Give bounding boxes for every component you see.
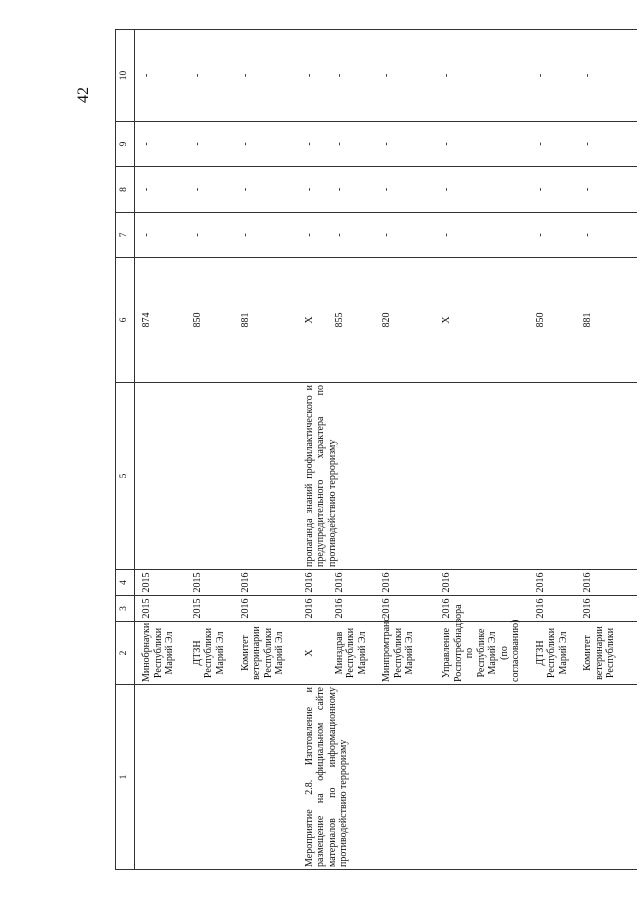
cell-value: - bbox=[440, 167, 534, 213]
cell-value: - bbox=[239, 213, 303, 258]
cell-value: - bbox=[333, 167, 381, 213]
cell-measure bbox=[534, 685, 582, 870]
cell-value: - bbox=[380, 122, 440, 167]
cell-value: - bbox=[333, 213, 381, 258]
cell-code: Х bbox=[303, 258, 333, 383]
cell-value: - bbox=[380, 167, 440, 213]
column-header: 2 bbox=[116, 622, 135, 685]
cell-measure bbox=[135, 685, 191, 870]
cell-end-year: 2016 bbox=[239, 570, 303, 596]
table-row bbox=[239, 30, 303, 870]
cell-value: - bbox=[135, 122, 191, 167]
column-header: 9 bbox=[116, 122, 135, 167]
cell-measure bbox=[380, 685, 440, 870]
cell-code: 820 bbox=[380, 258, 440, 383]
cell-result bbox=[380, 383, 440, 570]
cell-end-year: 2016 bbox=[581, 570, 637, 596]
table-row bbox=[581, 30, 637, 870]
cell-start-year: 2016 bbox=[440, 596, 534, 622]
cell-code: 874 bbox=[135, 258, 191, 383]
cell-value: - bbox=[581, 167, 637, 213]
cell-start-year: 2016 bbox=[380, 596, 440, 622]
cell-value: - bbox=[239, 30, 303, 122]
cell-code: 850 bbox=[534, 258, 582, 383]
cell-executor: Минпромтранс Республики Марий Эл bbox=[380, 622, 440, 685]
cell-value: - bbox=[581, 30, 637, 122]
table-row bbox=[440, 30, 534, 870]
cell-start-year: 2016 bbox=[239, 596, 303, 622]
cell-measure bbox=[581, 685, 637, 870]
cell-end-year: 2016 bbox=[333, 570, 381, 596]
cell-executor: Минобрнауки Республики Марий Эл bbox=[135, 622, 191, 685]
cell-value: - bbox=[380, 30, 440, 122]
cell-start-year: 2016 bbox=[581, 596, 637, 622]
cell-value: - bbox=[534, 167, 582, 213]
cell-start-year: 2015 bbox=[135, 596, 191, 622]
cell-executor: Управление Роспотребнадзора по Республике Марий Эл (по согласованию) bbox=[440, 622, 534, 685]
table-row bbox=[135, 30, 191, 870]
cell-value: - bbox=[303, 122, 333, 167]
cell-executor: Х bbox=[303, 622, 333, 685]
cell-measure bbox=[191, 685, 239, 870]
cell-result bbox=[239, 383, 303, 570]
cell-code: 850 bbox=[191, 258, 239, 383]
cell-value: - bbox=[135, 167, 191, 213]
column-header: 4 bbox=[116, 570, 135, 596]
cell-value: - bbox=[191, 30, 239, 122]
cell-value: - bbox=[135, 30, 191, 122]
cell-result: пропаганда знаний профилактического и предупредительного характера по противодействию терроризму bbox=[303, 383, 381, 570]
cell-measure bbox=[239, 685, 303, 870]
column-header: 10 bbox=[116, 30, 135, 122]
column-header: 8 bbox=[116, 167, 135, 213]
cell-value: - bbox=[191, 122, 239, 167]
cell-executor: Комитет ветеринарии Республики bbox=[581, 622, 637, 685]
cell-value: - bbox=[191, 167, 239, 213]
cell-result bbox=[440, 383, 534, 570]
table-row bbox=[303, 30, 333, 870]
column-header: 7 bbox=[116, 213, 135, 258]
cell-start-year: 2016 bbox=[303, 596, 333, 622]
cell-value: - bbox=[333, 30, 381, 122]
cell-value: - bbox=[135, 213, 191, 258]
cell-executor: ДТЗН Республики Марий Эл bbox=[534, 622, 582, 685]
cell-start-year: 2016 bbox=[333, 596, 381, 622]
cell-code: 881 bbox=[239, 258, 303, 383]
cell-value: - bbox=[303, 167, 333, 213]
column-header: 3 bbox=[116, 596, 135, 622]
cell-value: - bbox=[239, 167, 303, 213]
cell-value: - bbox=[303, 30, 333, 122]
cell-measure bbox=[440, 685, 534, 870]
cell-value: - bbox=[333, 122, 381, 167]
cell-value: - bbox=[440, 30, 534, 122]
column-header: 6 bbox=[116, 258, 135, 383]
cell-result bbox=[191, 383, 239, 570]
cell-end-year: 2016 bbox=[380, 570, 440, 596]
cell-value: - bbox=[534, 30, 582, 122]
column-header: 1 bbox=[116, 685, 135, 870]
column-header: 5 bbox=[116, 383, 135, 570]
cell-code: Х bbox=[440, 258, 534, 383]
cell-value: - bbox=[303, 213, 333, 258]
cell-code: 881 bbox=[581, 258, 637, 383]
cell-result bbox=[135, 383, 191, 570]
cell-value: - bbox=[581, 213, 637, 258]
table-row bbox=[191, 30, 239, 870]
header-row bbox=[116, 30, 135, 870]
page-number: 42 bbox=[75, 87, 92, 103]
cell-result bbox=[581, 383, 637, 570]
cell-start-year: 2015 bbox=[191, 596, 239, 622]
cell-value: - bbox=[581, 122, 637, 167]
cell-end-year: 2016 bbox=[440, 570, 534, 596]
cell-value: - bbox=[534, 213, 582, 258]
cell-value: - bbox=[534, 122, 582, 167]
table-row bbox=[534, 30, 582, 870]
cell-end-year: 2016 bbox=[303, 570, 333, 596]
rotated-table-wrapper bbox=[115, 30, 640, 870]
measures-table bbox=[115, 29, 637, 870]
cell-measure: Мероприятие 2.8. Изготовление и размещение на официальном сайте материалов по информационному противодействию терроризму bbox=[303, 685, 381, 870]
cell-end-year: 2016 bbox=[534, 570, 582, 596]
cell-executor: Комитет ветеринарии Республики Марий Эл bbox=[239, 622, 303, 685]
cell-value: - bbox=[191, 213, 239, 258]
cell-executor: Минздрав Республики Марий Эл bbox=[333, 622, 381, 685]
cell-end-year: 2015 bbox=[135, 570, 191, 596]
cell-value: - bbox=[380, 213, 440, 258]
cell-value: - bbox=[440, 213, 534, 258]
cell-code: 855 bbox=[333, 258, 381, 383]
cell-value: - bbox=[239, 122, 303, 167]
cell-value: - bbox=[440, 122, 534, 167]
cell-executor: ДТЗН Республики Марий Эл bbox=[191, 622, 239, 685]
cell-end-year: 2015 bbox=[191, 570, 239, 596]
cell-start-year: 2016 bbox=[534, 596, 582, 622]
cell-result bbox=[534, 383, 582, 570]
table-row bbox=[380, 30, 440, 870]
